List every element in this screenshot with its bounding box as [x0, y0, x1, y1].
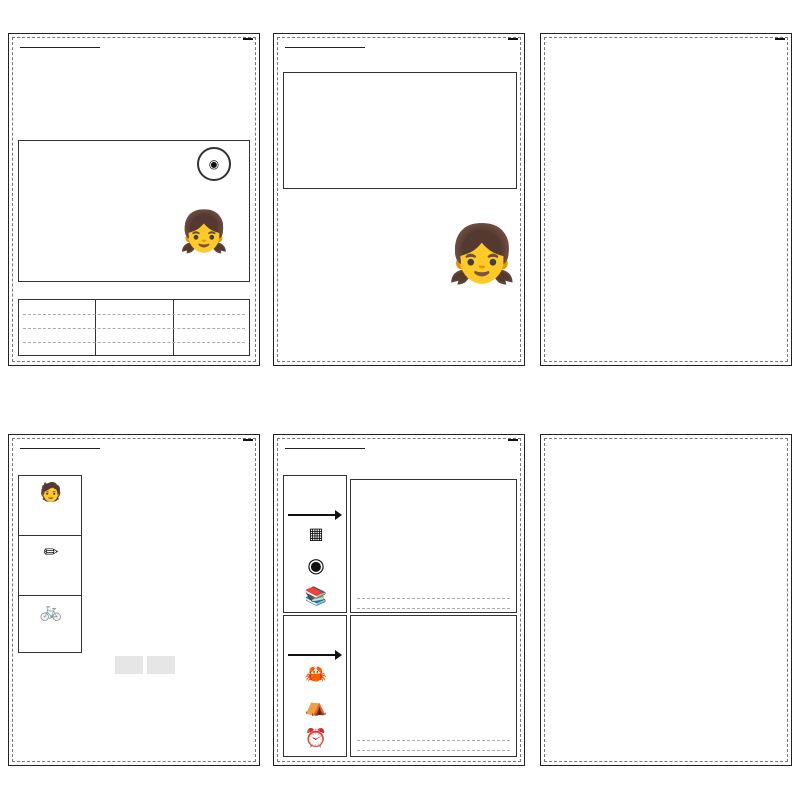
table-of-content-page	[540, 434, 792, 766]
books-icon: 📚	[304, 585, 328, 607]
drawing-box[interactable]	[283, 72, 517, 189]
writing-area[interactable]	[18, 299, 250, 356]
clock-person-icon: ⏰	[304, 727, 328, 749]
worksheet-pyramids	[273, 434, 525, 766]
pencil-icon: ✏	[43, 541, 59, 563]
phonics-tag	[508, 439, 518, 441]
phonics-tag	[243, 38, 253, 40]
option-i-e	[147, 656, 175, 674]
worksheet-word-search	[8, 434, 260, 766]
phonics-tag	[775, 38, 785, 40]
arrow-icon	[288, 654, 340, 656]
option-a-e	[115, 656, 143, 674]
pyramid-sentences-2	[350, 615, 517, 757]
tie-person-icon: 🧑	[39, 481, 63, 503]
name-field	[282, 441, 365, 449]
name-field	[282, 40, 365, 48]
crab-icon: 🦀	[304, 663, 328, 685]
volleyball-net-icon: ▦	[308, 523, 324, 543]
coin-icon: ◉	[307, 553, 325, 577]
tent-icon: ⛺	[304, 695, 328, 717]
worksheet-poem	[8, 33, 260, 366]
worksheet-illustrate	[273, 33, 525, 366]
poem-box	[18, 140, 250, 282]
worksheet-sounds	[540, 33, 792, 366]
pyramid-word-column-1	[283, 475, 347, 613]
bike-icon: 🚲	[39, 600, 63, 622]
phonics-tag	[508, 38, 518, 40]
pyramid-sentences-1	[350, 479, 517, 613]
girl-eating-icon: 👧	[179, 208, 229, 255]
phonics-tag	[243, 439, 253, 441]
coin-icon: ◉	[197, 147, 231, 181]
girl-reading-icon: 👧	[447, 222, 517, 287]
name-field	[17, 441, 100, 449]
arrow-icon	[288, 514, 340, 516]
name-field	[17, 40, 100, 48]
pyramid-word-column-2	[283, 615, 347, 757]
picture-clues	[18, 475, 82, 653]
